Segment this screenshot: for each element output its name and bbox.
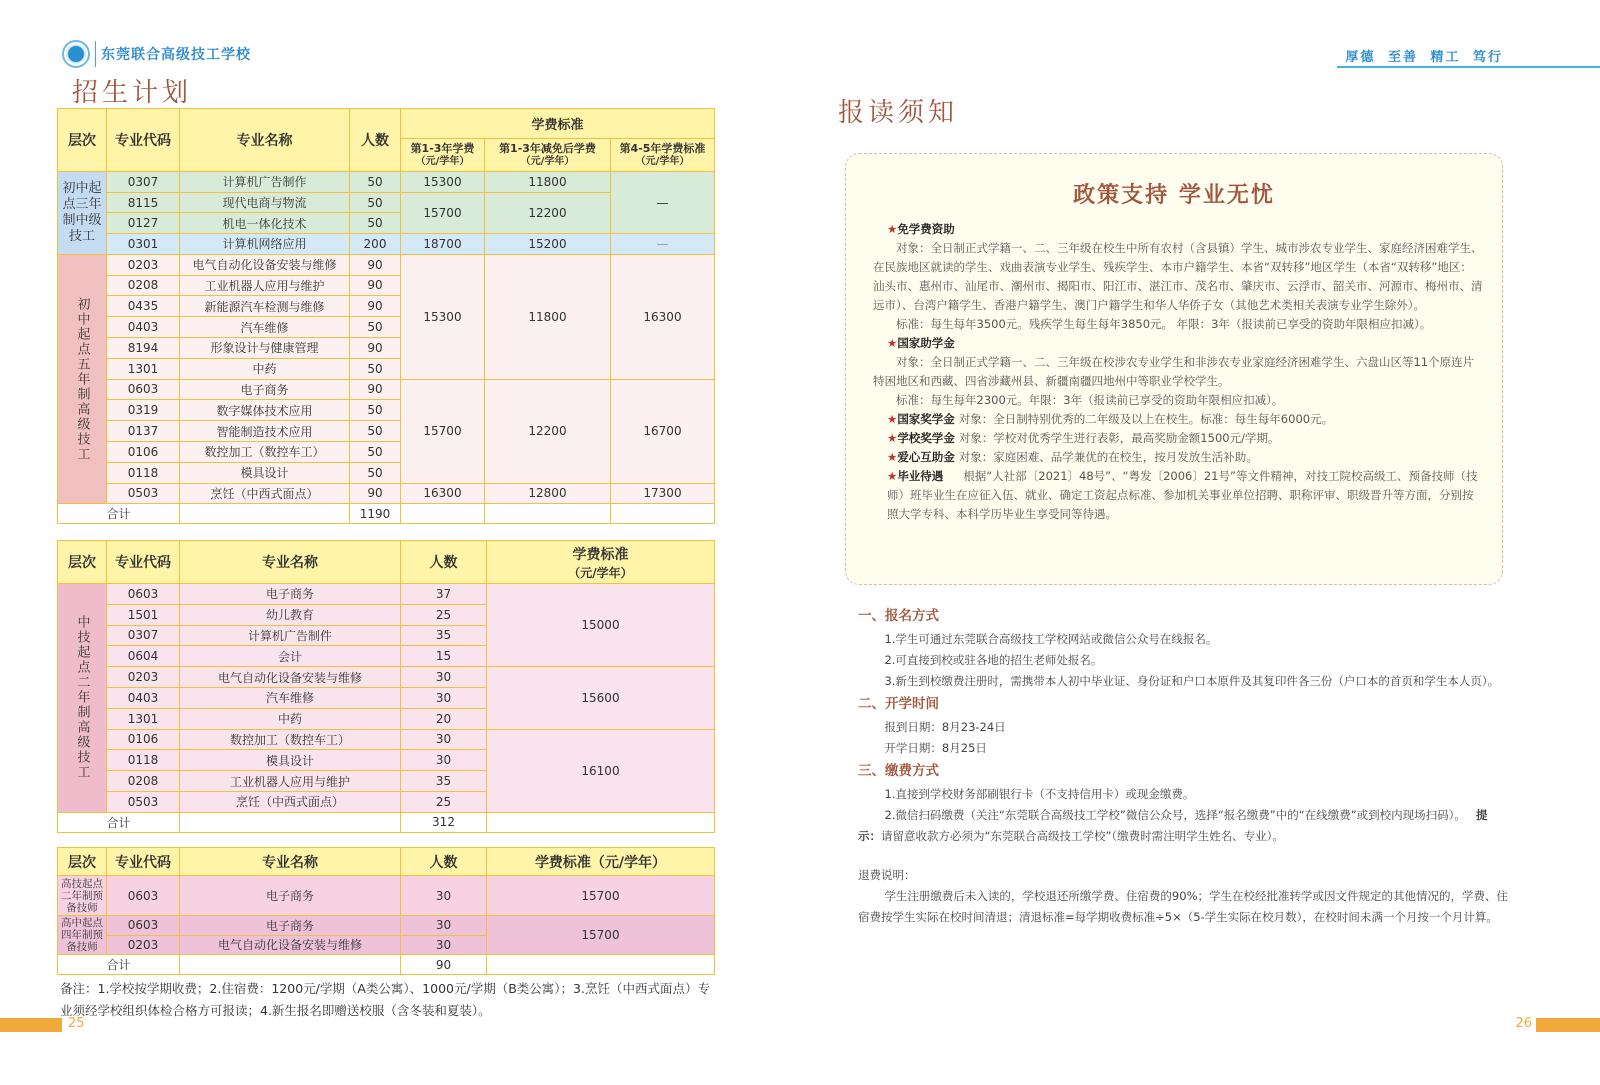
name-cell: 电子商务 bbox=[180, 876, 401, 916]
section-title: 三、缴费方式 bbox=[858, 763, 939, 779]
name-cell: 幼儿教育 bbox=[180, 604, 401, 625]
tip-text: 请留意收款方必须为“东莞联合高级技工学校”（缴费时需注明学生姓名、专业）。 bbox=[881, 829, 1284, 843]
logo-divider bbox=[95, 41, 96, 67]
count-cell: 50 bbox=[350, 462, 401, 483]
empty-cell bbox=[401, 504, 485, 524]
header-name: 专业名称 bbox=[180, 541, 401, 584]
refund-text: 学生注册缴费后未入读的，学校退还所缴学费、住宿费的90%；学生在校经批准转学或因文件规定的其他情况的，学费、住宿费按学生实际在校时间清退；清退标准=每学期收费标准÷5×（5-学生实际在校月数），在校时间未满一个月按一个月计算。 bbox=[858, 889, 1508, 924]
fee-cell: 12200 bbox=[485, 192, 611, 233]
total-label: 合计 bbox=[58, 504, 180, 524]
section-line-text: 2.可直接到校或驻各地的招生老师处报名。 bbox=[884, 653, 1103, 667]
fee-cell: 16700 bbox=[611, 379, 715, 483]
name-cell: 数控加工（数控车工） bbox=[180, 441, 350, 462]
name-cell: 形象设计与健康管理 bbox=[180, 337, 350, 358]
fee-cell: 15700 bbox=[401, 379, 485, 483]
fee-cell: 17300 bbox=[611, 483, 715, 504]
code-cell: 0307 bbox=[107, 172, 180, 193]
policy-item-title: 国家助学金 bbox=[897, 336, 955, 350]
level-cell bbox=[58, 254, 107, 504]
school-motto: 厚德 至善 精工 笃行 bbox=[1345, 50, 1503, 65]
header-fee: 学费标准 （元/学年） bbox=[487, 541, 715, 584]
code-cell: 0403 bbox=[107, 687, 180, 708]
count-cell: 30 bbox=[401, 687, 487, 708]
count-cell: 50 bbox=[350, 441, 401, 462]
count-cell: 50 bbox=[350, 317, 401, 338]
header-level: 层次 bbox=[58, 541, 107, 584]
count-cell: 35 bbox=[401, 771, 487, 792]
header-fee-4-5: 第4-5年学费标准 （元/学年） bbox=[611, 139, 715, 172]
count-cell: 35 bbox=[401, 625, 487, 646]
name-cell: 会计 bbox=[180, 646, 401, 667]
total-label: 合计 bbox=[58, 955, 180, 975]
table-row bbox=[58, 812, 715, 832]
header-code: 专业代码 bbox=[107, 848, 180, 876]
code-cell: 0203 bbox=[107, 254, 180, 275]
code-cell: 8194 bbox=[107, 337, 180, 358]
name-cell: 电子商务 bbox=[180, 916, 401, 936]
count-cell: 30 bbox=[401, 750, 487, 771]
table-row bbox=[58, 172, 715, 193]
refund-title: 退费说明： bbox=[858, 868, 916, 882]
code-cell: 0127 bbox=[107, 213, 180, 234]
section-line bbox=[858, 671, 1508, 692]
count-cell: 50 bbox=[350, 192, 401, 213]
section-title: 一、报名方式 bbox=[858, 608, 939, 624]
code-cell: 0307 bbox=[107, 625, 180, 646]
level-cell bbox=[58, 584, 107, 813]
header-count: 人数 bbox=[350, 109, 401, 172]
name-cell: 电气自动化设备安装与维修 bbox=[180, 667, 401, 688]
name-cell: 模具设计 bbox=[180, 750, 401, 771]
name-cell: 中药 bbox=[180, 358, 350, 379]
code-cell: 0208 bbox=[107, 275, 180, 296]
star-icon: ★ bbox=[887, 431, 898, 445]
fee-cell: 15300 bbox=[401, 172, 485, 193]
count-cell: 15 bbox=[401, 646, 487, 667]
count-cell: 50 bbox=[350, 421, 401, 442]
level-cell bbox=[58, 876, 107, 916]
school-logo bbox=[62, 40, 251, 68]
fee-cell: 16300 bbox=[401, 483, 485, 504]
fee-cell: 15300 bbox=[401, 254, 485, 379]
table-row bbox=[58, 379, 715, 400]
policy-item-text: 标准：每生每年3500元。残疾学生每生每年3850元。 年限：3年（报读前已享受的资助年限相应扣减）。 bbox=[896, 317, 1432, 331]
code-cell: 8115 bbox=[107, 192, 180, 213]
count-cell: 30 bbox=[401, 729, 487, 750]
fee-cell: 11800 bbox=[485, 254, 611, 379]
section-line bbox=[858, 784, 1508, 805]
total-count: 90 bbox=[401, 955, 487, 975]
policy-item-title: 毕业待遇 bbox=[897, 469, 944, 483]
count-cell: 25 bbox=[401, 604, 487, 625]
count-cell: 30 bbox=[401, 667, 487, 688]
name-cell: 烹饪（中西式面点） bbox=[180, 483, 350, 504]
count-cell: 90 bbox=[350, 379, 401, 400]
count-cell: 90 bbox=[350, 483, 401, 504]
name-cell: 智能制造技术应用 bbox=[180, 421, 350, 442]
star-icon: ★ bbox=[887, 222, 898, 236]
code-cell: 1501 bbox=[107, 604, 180, 625]
header-rule bbox=[1337, 66, 1600, 68]
policy-item-title: 国家奖学金 bbox=[897, 412, 955, 426]
fee-cell: 15700 bbox=[401, 192, 485, 233]
section-line bbox=[858, 717, 1508, 738]
empty-cell bbox=[180, 504, 350, 524]
code-cell: 0319 bbox=[107, 400, 180, 421]
enrollment-table-3 bbox=[57, 847, 715, 975]
page-number: 25 bbox=[68, 1016, 85, 1031]
page-title-enrollment: 招生计划 bbox=[72, 78, 193, 108]
code-cell: 1301 bbox=[107, 708, 180, 729]
header-code: 专业代码 bbox=[107, 541, 180, 584]
table-row bbox=[58, 729, 715, 750]
name-cell: 新能源汽车检测与维修 bbox=[180, 296, 350, 317]
fee-cell: 15200 bbox=[485, 234, 611, 255]
name-cell: 烹饪（中西式面点） bbox=[180, 791, 401, 812]
total-count: 1190 bbox=[350, 504, 401, 524]
name-cell: 电子商务 bbox=[180, 584, 401, 605]
empty-cell bbox=[487, 955, 715, 975]
name-cell: 汽车维修 bbox=[180, 687, 401, 708]
level-label: 初中起点五年制高级技工 bbox=[74, 296, 90, 462]
fee-cell: 15000 bbox=[487, 584, 715, 667]
policy-item bbox=[873, 410, 1483, 429]
fee-cell: 15700 bbox=[487, 916, 715, 955]
section-line bbox=[858, 738, 1508, 759]
level-label: 高技起点二年制预备技师 bbox=[61, 877, 103, 914]
fee-cell: 18700 bbox=[401, 234, 485, 255]
code-cell: 0203 bbox=[107, 935, 180, 955]
star-icon: ★ bbox=[887, 412, 898, 426]
policy-item bbox=[873, 467, 1483, 524]
table-row bbox=[58, 955, 715, 975]
name-cell: 汽车维修 bbox=[180, 317, 350, 338]
level-cell bbox=[58, 916, 107, 955]
code-cell: 0604 bbox=[107, 646, 180, 667]
code-cell: 0403 bbox=[107, 317, 180, 338]
table-row bbox=[58, 483, 715, 504]
level-label: 初中起点三年制中级技工 bbox=[62, 180, 102, 244]
code-cell: 0301 bbox=[107, 234, 180, 255]
school-name: 东莞联合高级技工学校 bbox=[101, 47, 251, 63]
fee-cell: 15600 bbox=[487, 667, 715, 729]
code-cell: 0435 bbox=[107, 296, 180, 317]
fee-cell: 11800 bbox=[485, 172, 611, 193]
enrollment-table-2 bbox=[57, 540, 715, 833]
section-line-text: 1.学生可通过东莞联合高级技工学校网站或微信公众号在线报名。 bbox=[884, 632, 1218, 646]
empty-cell bbox=[180, 955, 401, 975]
code-cell: 0208 bbox=[107, 771, 180, 792]
count-cell: 30 bbox=[401, 876, 487, 916]
code-cell: 0118 bbox=[107, 750, 180, 771]
empty-cell bbox=[180, 812, 401, 832]
code-cell: 0603 bbox=[107, 584, 180, 605]
policy-title: 政策支持 学业无忧 bbox=[1073, 183, 1275, 208]
empty-cell bbox=[487, 812, 715, 832]
policy-item-text: 标准：每生每年2300元。年限：3年（报读前已享受的资助年限相应扣减）。 bbox=[896, 393, 1284, 407]
header-code: 专业代码 bbox=[107, 109, 180, 172]
total-label: 合计 bbox=[58, 812, 180, 832]
code-cell: 0603 bbox=[107, 876, 180, 916]
page-number-bar bbox=[0, 1018, 62, 1032]
section-line bbox=[858, 805, 1508, 847]
enrollment-table-1 bbox=[57, 108, 715, 524]
policy-item-title: 学校奖学金 bbox=[897, 431, 955, 445]
header-fee-group: 学费标准 bbox=[401, 109, 715, 139]
code-cell: 0137 bbox=[107, 421, 180, 442]
header-count: 人数 bbox=[401, 848, 487, 876]
section-line-text: 1.直接到学校财务部刷银行卡（不支持信用卡）或现金缴费。 bbox=[884, 787, 1195, 801]
policy-item-text: 对象：全日制正式学籍一、二、三年级在校生中所有农村（含县镇）学生、城市涉农专业学生、家庭经济困难学生、在民族地区就读的学生、戏曲表演专业学生、残疾学生、本市户籍学生、本省“双转移”地区学生（本省“双转移”地区：汕头市、惠州市、汕尾市、潮州市、揭阳市、阳江市、湛江市、茂名市、肇庆市、云浮市、韶关市、河源市、梅州市、清远市）、台湾户籍学生、香港户籍学生、澳门户籍学生和华人华侨子女（其他艺术类相关表演专业学生除外）。 bbox=[873, 241, 1483, 312]
name-cell: 电气自动化设备安装与维修 bbox=[180, 254, 350, 275]
school-emblem-icon bbox=[62, 40, 90, 68]
code-cell: 0603 bbox=[107, 379, 180, 400]
table-row bbox=[58, 667, 715, 688]
policy-item bbox=[873, 429, 1483, 448]
policy-items bbox=[873, 220, 1483, 524]
count-cell: 20 bbox=[401, 708, 487, 729]
header-level: 层次 bbox=[58, 109, 107, 172]
header-fee: 学费标准（元/学年） bbox=[487, 848, 715, 876]
policy-item-text: 对象：全日制正式学籍一、二、三年级在校涉农专业学生和非涉农专业家庭经济困难学生、六盘山区等11个原连片特困地区和西藏、四省涉藏州县、新疆南疆四地州中等职业学校学生。 bbox=[873, 355, 1475, 388]
name-cell: 数字媒体技术应用 bbox=[180, 400, 350, 421]
name-cell: 电子商务 bbox=[180, 379, 350, 400]
count-cell: 50 bbox=[350, 213, 401, 234]
name-cell: 电气自动化设备安装与维修 bbox=[180, 935, 401, 955]
code-cell: 0118 bbox=[107, 462, 180, 483]
code-cell: 0603 bbox=[107, 916, 180, 936]
table-row bbox=[58, 504, 715, 524]
section-line-text: 开学日期：8月25日 bbox=[884, 741, 987, 755]
fee-cell: 12200 bbox=[485, 379, 611, 483]
code-cell: 0503 bbox=[107, 791, 180, 812]
fee-cell: 16300 bbox=[611, 254, 715, 379]
table-row bbox=[58, 234, 715, 255]
name-cell: 工业机器人应用与维护 bbox=[180, 275, 350, 296]
page-number-bar bbox=[1536, 1018, 1600, 1032]
star-icon: ★ bbox=[887, 469, 898, 483]
code-cell: 0203 bbox=[107, 667, 180, 688]
name-cell: 计算机网络应用 bbox=[180, 234, 350, 255]
table-row bbox=[58, 916, 715, 936]
count-cell: 50 bbox=[350, 172, 401, 193]
table-row bbox=[58, 876, 715, 916]
count-cell: 90 bbox=[350, 254, 401, 275]
name-cell: 计算机广告制件 bbox=[180, 625, 401, 646]
fee-cell: 16100 bbox=[487, 729, 715, 812]
table-row bbox=[58, 584, 715, 605]
code-cell: 0106 bbox=[107, 441, 180, 462]
notice-sections bbox=[858, 604, 1508, 928]
star-icon: ★ bbox=[887, 450, 898, 464]
code-cell: 0106 bbox=[107, 729, 180, 750]
policy-item-title: 免学费资助 bbox=[897, 222, 955, 236]
count-cell: 90 bbox=[350, 275, 401, 296]
name-cell: 现代电商与物流 bbox=[180, 192, 350, 213]
name-cell: 机电一体化技术 bbox=[180, 213, 350, 234]
empty-cell bbox=[611, 504, 715, 524]
policy-support-box bbox=[845, 153, 1503, 585]
name-cell: 中药 bbox=[180, 708, 401, 729]
policy-item-text: 对象：家庭困难、品学兼优的在校生，按月发放生活补助。 bbox=[958, 450, 1258, 464]
policy-item bbox=[873, 220, 1483, 239]
policy-item-text: 根据“人社部〔2021〕48号”、“粤发〔2006〕21号”等文件精神，对技工院校高级工、预备技师（技师）班毕业生在应征入伍、就业、确定工资起点标准、参加机关事业单位招聘、职称评审、职级晋升等方面，分别按照大学专科、本科学历毕业生享受同等待遇。 bbox=[887, 469, 1478, 521]
policy-item bbox=[873, 448, 1483, 467]
count-cell: 30 bbox=[401, 935, 487, 955]
code-cell: 0503 bbox=[107, 483, 180, 504]
table-row bbox=[58, 254, 715, 275]
header-name: 专业名称 bbox=[180, 109, 350, 172]
fee-cell: 12800 bbox=[485, 483, 611, 504]
count-cell: 37 bbox=[401, 584, 487, 605]
name-cell: 工业机器人应用与维护 bbox=[180, 771, 401, 792]
section-line bbox=[858, 629, 1508, 650]
header-level: 层次 bbox=[58, 848, 107, 876]
level-cell bbox=[58, 172, 107, 255]
empty-cell bbox=[485, 504, 611, 524]
count-cell: 50 bbox=[350, 400, 401, 421]
tip-label: 提示： bbox=[858, 808, 1488, 843]
header-count: 人数 bbox=[401, 541, 487, 584]
count-cell: 90 bbox=[350, 296, 401, 317]
policy-item-text: 对象：学校对优秀学生进行表彰，最高奖励金额1500元/学期。 bbox=[958, 431, 1280, 445]
policy-item-text: 对象：全日制特别优秀的二年级及以上在校生。标准：每生每年6000元。 bbox=[958, 412, 1334, 426]
header-fee-1-3: 第1-3年学费 （元/学年） bbox=[401, 139, 485, 172]
section-line-text: 报到日期：8月23-24日 bbox=[884, 720, 1006, 734]
star-icon: ★ bbox=[887, 336, 898, 350]
count-cell: 200 bbox=[350, 234, 401, 255]
name-cell: 计算机广告制作 bbox=[180, 172, 350, 193]
page-title-notice: 报读须知 bbox=[838, 98, 959, 128]
section-line-text: 3.新生到校缴费注册时，需携带本人初中毕业证、身份证和户口本原件及其复印件各三份（户口本的首页和学生本人页）。 bbox=[884, 674, 1500, 688]
level-label: 中技起点二年制高级技工 bbox=[74, 615, 90, 781]
total-count: 312 bbox=[401, 812, 487, 832]
page-right bbox=[800, 0, 1600, 1085]
page-number: 26 bbox=[1515, 1016, 1532, 1031]
code-cell: 1301 bbox=[107, 358, 180, 379]
section-line bbox=[858, 650, 1508, 671]
policy-item bbox=[873, 334, 1483, 353]
count-cell: 90 bbox=[350, 337, 401, 358]
section-line-text: 2.微信扫码缴费（关注“东莞联合高级技工学校”微信公众号，选择“报名缴费”中的“在线缴费”或到校内现场扫码）。 bbox=[884, 808, 1466, 822]
count-cell: 25 bbox=[401, 791, 487, 812]
header-fee-reduced: 第1-3年减免后学费 （元/学年） bbox=[485, 139, 611, 172]
count-cell: 50 bbox=[350, 358, 401, 379]
section-title: 二、开学时间 bbox=[858, 696, 939, 712]
name-cell: 数控加工（数控车工） bbox=[180, 729, 401, 750]
level-label: 高中起点四年制预备技师 bbox=[61, 917, 103, 953]
header-name: 专业名称 bbox=[180, 848, 401, 876]
fee-cell: — bbox=[611, 172, 715, 234]
name-cell: 模具设计 bbox=[180, 462, 350, 483]
count-cell: 30 bbox=[401, 916, 487, 936]
table-notes: 备注：1.学校按学期收费；2.住宿费：1200元/学期（A类公寓）、1000元/学期（B类公寓）；3.烹饪（中西式面点）专业须经学校组织体检合格方可报读；4.新生报名即赠送校服（含冬装和夏装）。 bbox=[60, 981, 710, 1018]
fee-cell: — bbox=[611, 234, 715, 255]
fee-cell: 15700 bbox=[487, 876, 715, 916]
policy-item-title: 爱心互助金 bbox=[897, 450, 955, 464]
